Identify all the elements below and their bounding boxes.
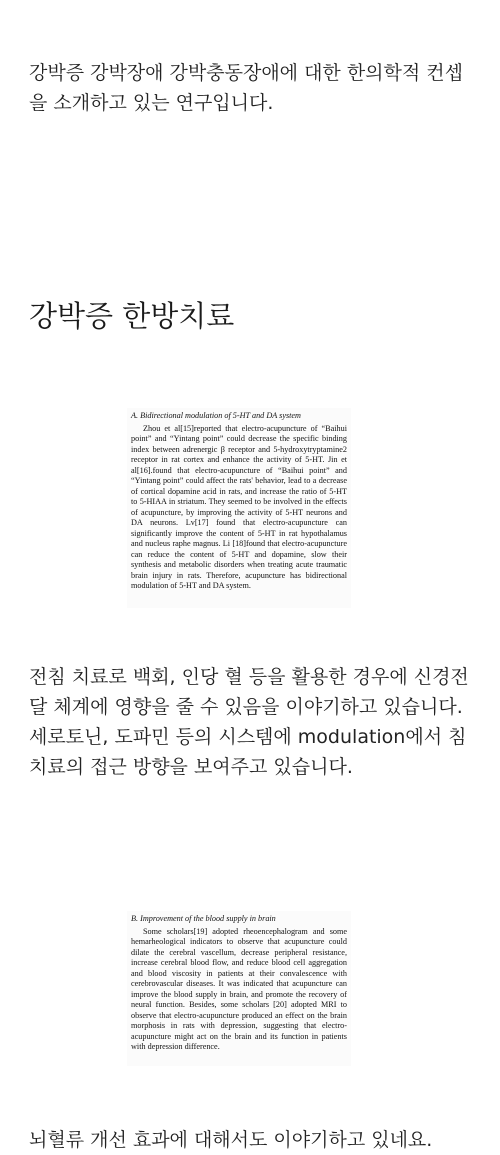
excerpt-title: B. Improvement of the blood supply in brain xyxy=(131,914,276,923)
intro-paragraph: 강박증 강박장애 강박충동장애에 대한 한의학적 컨셉을 소개하고 있는 연구입니다. xyxy=(29,62,463,114)
paper-excerpt-image-5ht-da xyxy=(127,408,351,608)
excerpt-body: Some scholars[19] adopted rheoencephalogram and some hemarheological indicators to observe that acupuncture could dilate the cerebral vascellum, decrease peripheral resistance, increase cerebral blood flow, and reduce blood cell aggregation and blood viscosity in patients at their convalescence with cerebrovascular diseases. It was indicated that acupuncture can improve the blood supply in brain, and promote the recovery of neural function. Besides, some scholars [20] adopted MRI to observe that electro-acupuncture produced an effect on the brain morphosis in rats with depression, suggesting that electro-acupuncture might act on the brain and its function in patients with depression difference. xyxy=(131,926,347,1051)
paper-excerpt-image-blood-supply xyxy=(127,911,351,1066)
blood-flow-paragraph: 뇌혈류 개선 효과에 대해서도 이야기하고 있네요. xyxy=(29,1129,433,1151)
section-heading: 강박증 한방치료 xyxy=(29,299,235,333)
excerpt-body: Zhou et al[15]reported that electro-acupuncture of “Baihui point” and “Yintang point” could decrease the specific binding index between adrenergic β receptor and 5-hydroxytryptamine2 receptor in rat cortex and enhance the activity of 5-HT. Jin et al[16].found that electro-acupuncture of “Baihui point” and “Yintang point” could affect the rats' behavior, lead to a decrease of cortical dopamine acid in rats, and increase the ratio of 5-HT to 5-HIAA in striatum. They seemed to be involved in the effects of acupuncture, by improving the activity of 5-HT neurons and DA neurons. Lv[17] found that electro-acupuncture can significantly improve the content of 5-HT in rat hypothalamus and nucleus raphe magnus. Li [18]found that electro-acupuncture can reduce the content of 5-HT and dopamine, slow their synthesis and metabolic disorders when treating acute traumatic brain injury in rats. Therefore, acupuncture has bidirectional modulation of 5-HT and DA system. xyxy=(131,423,347,590)
neurotransmitter-paragraph: 전침 치료로 백회, 인당 혈 등을 활용한 경우에 신경전달 체계에 영향을 줄 수 있음을 이야기하고 있습니다. 세로토닌, 도파민 등의 시스템에 modulation에서 침치료의 접근 방향을 보여주고 있습니다. xyxy=(29,666,469,778)
excerpt-title: A. Bidirectional modulation of 5-HT and DA system xyxy=(131,411,301,420)
